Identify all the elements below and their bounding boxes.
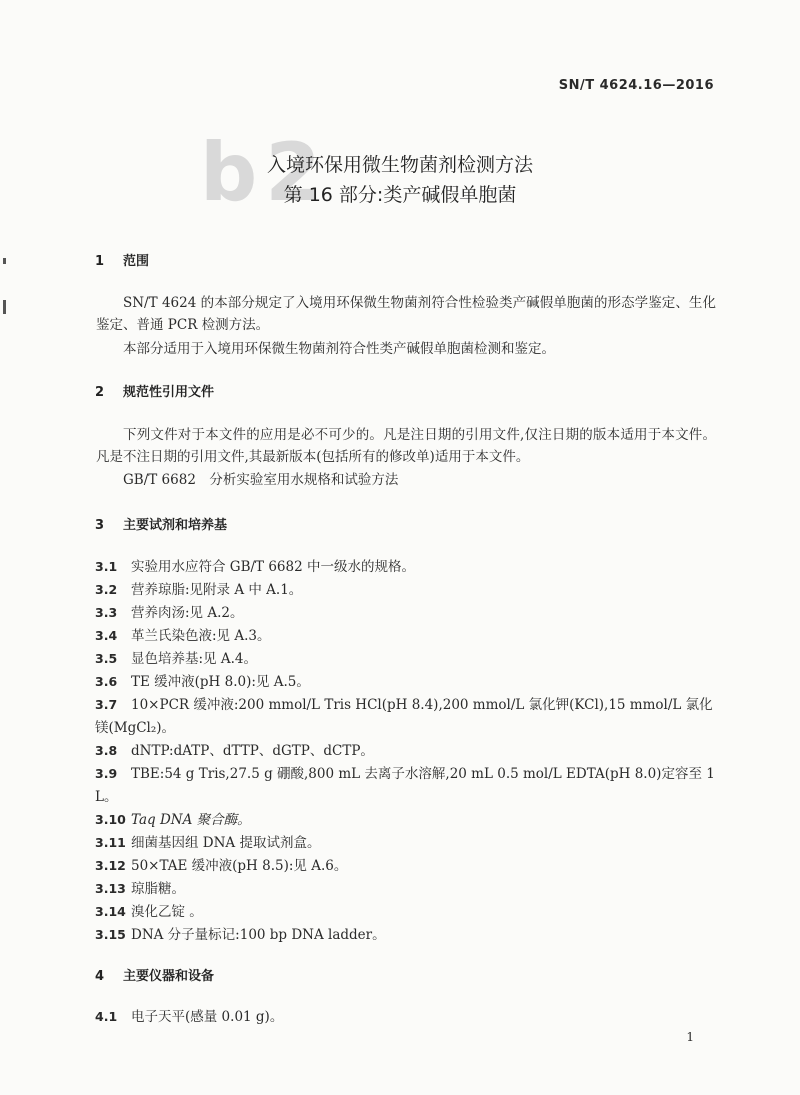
- item-number: 3.13: [95, 881, 126, 896]
- list-item: [95, 1005, 717, 1029]
- item-number: 3.8: [95, 743, 118, 758]
- item-text: 实验用水应符合 GB/T 6682 中一级水的规格。: [131, 559, 415, 575]
- item-number: 3.12: [95, 858, 126, 873]
- item-text: 革兰氏染色液:见 A.3。: [131, 628, 271, 644]
- scan-mark: [3, 300, 6, 314]
- item-number: 3.7: [95, 697, 118, 712]
- page-number: 1: [686, 1030, 694, 1044]
- item-text: 营养琼脂:见附录 A 中 A.1。: [131, 582, 303, 598]
- section-heading-instruments: [95, 965, 214, 984]
- list-item: [95, 739, 717, 763]
- section-title: 规范性引用文件: [123, 385, 215, 400]
- list-item: [95, 647, 717, 671]
- section-title: 主要仪器和设备: [123, 969, 215, 984]
- paragraph: SN/T 4624 的本部分规定了入境用环保微生物菌剂符合性检验类产碱假单胞菌的形态学鉴定、生化鉴定、普通 PCR 检测方法。: [96, 295, 716, 333]
- item-text: 细菌基因组 DNA 提取试剂盒。: [131, 835, 321, 851]
- item-number: 3.9: [95, 766, 118, 781]
- watermark: b2: [200, 126, 329, 219]
- item-number: 3.10: [95, 812, 126, 827]
- item-number: 3.15: [95, 927, 126, 942]
- item-number: 4.1: [95, 1009, 118, 1024]
- list-item: [95, 854, 717, 878]
- list-item: [95, 601, 717, 625]
- list-item: [95, 578, 717, 602]
- section-number: 4: [95, 969, 105, 984]
- item-text: 琼脂糖。: [131, 881, 185, 897]
- list-item: [95, 693, 717, 740]
- section-number: 1: [95, 254, 105, 269]
- item-number: 3.3: [95, 605, 118, 620]
- section-heading-scope: [95, 250, 149, 269]
- item-text: 电子天平(感量 0.01 g)。: [131, 1009, 284, 1025]
- item-number: 3.2: [95, 582, 118, 597]
- item-text: 50×TAE 缓冲液(pH 8.5):见 A.6。: [131, 858, 348, 874]
- item-text: 10×PCR 缓冲液:200 mmol/L Tris HCl(pH 8.4),200 mmol/L 氯化钾(KCl),15 mmol/L 氯化镁(MgCl₂)。: [95, 697, 713, 736]
- list-item: [95, 762, 717, 809]
- scan-mark: [3, 258, 6, 264]
- section-heading-references: [95, 381, 214, 400]
- item-number: 3.1: [95, 559, 118, 574]
- item-text: TBE:54 g Tris,27.5 g 硼酸,800 mL 去离子水溶解,20 mL 0.5 mol/L EDTA(pH 8.0)定容至 1 L。: [95, 766, 715, 805]
- item-number: 3.4: [95, 628, 118, 643]
- item-text: DNA 分子量标记:100 bp DNA ladder。: [131, 927, 386, 943]
- paragraph: 下列文件对于本文件的应用是必不可少的。凡是注日期的引用文件,仅注日期的版本适用于本文件。凡是不注日期的引用文件,其最新版本(包括所有的修改单)适用于本文件。: [96, 427, 716, 465]
- list-item: [95, 900, 717, 924]
- reference-entry: GB/T 6682 分析实验室用水规格和试验方法: [123, 472, 399, 488]
- paragraph: 本部分适用于入境用环保微生物菌剂符合性类产碱假单胞菌检测和鉴定。: [123, 341, 555, 357]
- item-text: 显色培养基:见 A.4。: [131, 651, 257, 667]
- item-number: 3.6: [95, 674, 118, 689]
- list-item: [95, 877, 717, 901]
- item-text: Taq DNA 聚合酶。: [131, 812, 251, 828]
- list-item: [95, 831, 717, 855]
- list-item: [95, 555, 717, 579]
- section-number: 2: [95, 385, 105, 400]
- document-title-line2: 第 16 部分:类产碱假单胞菌: [283, 184, 517, 206]
- item-number: 3.14: [95, 904, 126, 919]
- list-item: [95, 670, 717, 694]
- item-text: 营养肉汤:见 A.2。: [131, 605, 244, 621]
- document-title-line1: 入境环保用微生物菌剂检测方法: [266, 154, 533, 176]
- item-text: TE 缓冲液(pH 8.0):见 A.5。: [131, 674, 310, 690]
- section-number: 3: [95, 518, 105, 533]
- section-title: 范围: [123, 254, 150, 269]
- item-number: 3.11: [95, 835, 126, 850]
- list-item: [95, 808, 717, 832]
- section-heading-reagents: [95, 514, 227, 533]
- list-item: [95, 923, 717, 947]
- list-item: [95, 624, 717, 648]
- standard-code: SN/T 4624.16—2016: [558, 78, 714, 93]
- section-title: 主要试剂和培养基: [123, 518, 228, 533]
- item-text: dNTP:dATP、dTTP、dGTP、dCTP。: [131, 743, 374, 759]
- item-text: 溴化乙锭 。: [131, 904, 203, 920]
- item-number: 3.5: [95, 651, 118, 666]
